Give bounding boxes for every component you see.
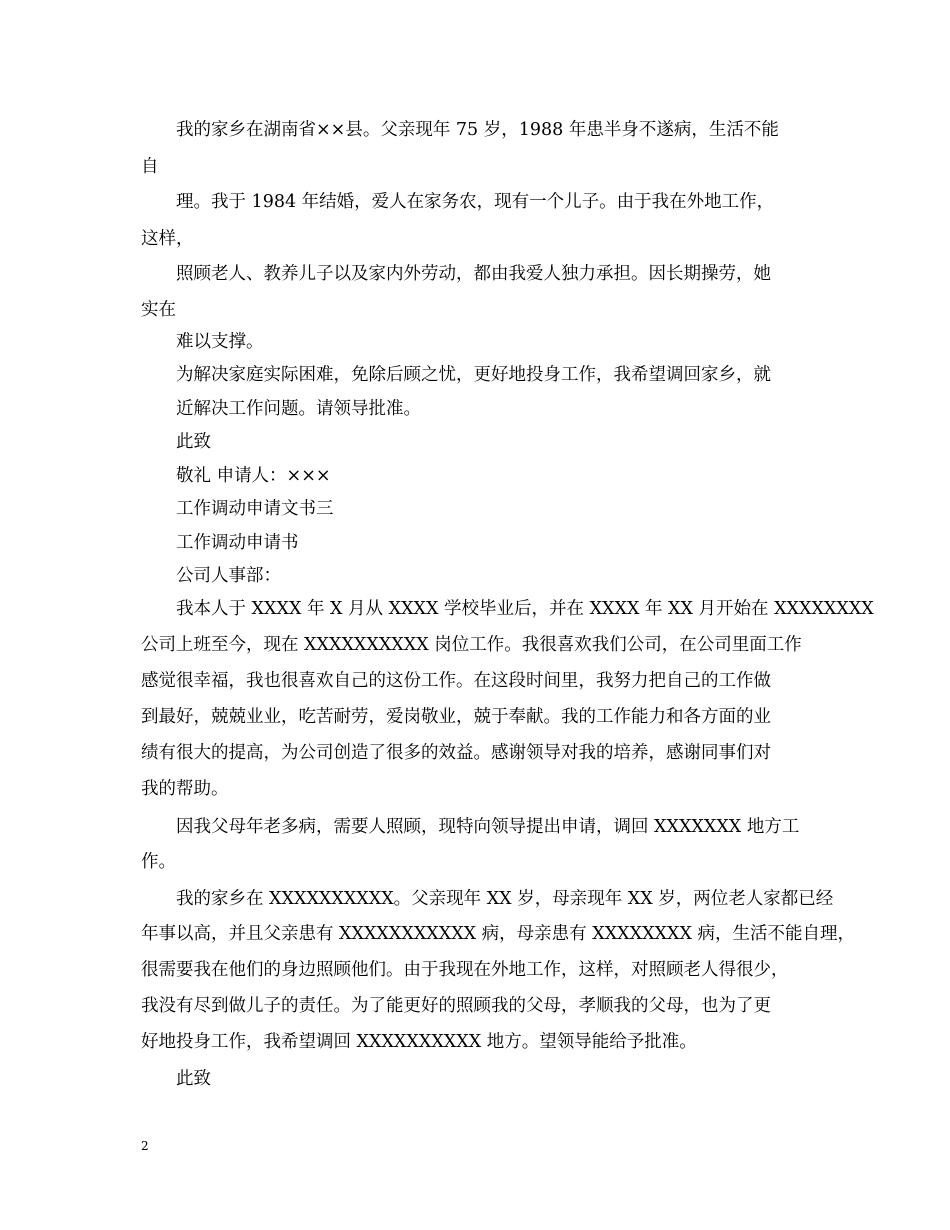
text-line: 很需要我在他们的身边照顾他们。由于我现在外地工作，这样，对照顾老人得很少， bbox=[141, 960, 789, 980]
text-line: 近解决工作问题。请领导批准。 bbox=[176, 399, 421, 419]
text-line: 这样， bbox=[141, 229, 194, 249]
text-line: 此致 bbox=[176, 1069, 211, 1089]
text-line: 理。我于 1984 年结婚，爱人在家务农，现有一个儿子。由于我在外地工作， bbox=[176, 192, 775, 212]
page-number: 2 bbox=[141, 1139, 149, 1153]
text-line: 此致 bbox=[176, 432, 211, 452]
text-line: 工作调动申请文书三 bbox=[176, 499, 334, 519]
text-line: 自 bbox=[141, 157, 159, 177]
text-line: 绩有很大的提高，为公司创造了很多的效益。感谢领导对我的培养，感谢同事们对 bbox=[141, 743, 771, 763]
text-line: 公司上班至今，现在 XXXXXXXXXX 岗位工作。我很喜欢我们公司，在公司里面工作 bbox=[141, 635, 802, 655]
text-line: 作。 bbox=[141, 852, 176, 872]
text-line: 为解决家庭实际困难，免除后顾之忧，更好地投身工作，我希望调回家乡，就 bbox=[176, 365, 771, 385]
text-line: 年事以高，并且父亲患有 XXXXXXXXXXX 病，母亲患有 XXXXXXXX 病，生活不能自理， bbox=[141, 924, 855, 944]
text-line: 因我父母年老多病，需要人照顾，现特向领导提出申请，调回 XXXXXXX 地方工 bbox=[176, 817, 800, 837]
text-line: 感觉很幸福，我也很喜欢自己的这份工作。在这段时间里，我努力把自己的工作做 bbox=[141, 671, 771, 691]
text-line: 我的家乡在 XXXXXXXXXX。父亲现年 XX 岁，母亲现年 XX 岁，两位老人家都已经 bbox=[176, 889, 834, 909]
text-line: 好地投身工作，我希望调回 XXXXXXXXXX 地方。望领导能给予批准。 bbox=[141, 1032, 697, 1052]
text-line: 我本人于 XXXX 年 X 月从 XXXX 学校毕业后，并在 XXXX 年 XX 月开始在 XXXXXXXX bbox=[176, 599, 874, 619]
text-line: 公司人事部： bbox=[176, 566, 281, 586]
text-line: 工作调动申请书 bbox=[176, 533, 299, 553]
text-line: 我的帮助。 bbox=[141, 779, 229, 799]
text-line: 我的家乡在湖南省××县。父亲现年 75 岁，1988 年患半身不遂病，生活不能 bbox=[176, 120, 779, 140]
text-line: 照顾老人、教养儿子以及家内外劳动，都由我爱人独力承担。因长期操劳，她 bbox=[176, 264, 771, 284]
text-line: 难以支撑。 bbox=[176, 332, 264, 352]
text-line: 我没有尽到做儿子的责任。为了能更好的照顾我的父母，孝顺我的父母，也为了更 bbox=[141, 996, 771, 1016]
text-line: 到最好，兢兢业业，吃苦耐劳，爱岗敬业，兢于奉献。我的工作能力和各方面的业 bbox=[141, 707, 771, 727]
text-line: 敬礼 申请人：××× bbox=[176, 466, 331, 486]
text-line: 实在 bbox=[141, 300, 176, 320]
